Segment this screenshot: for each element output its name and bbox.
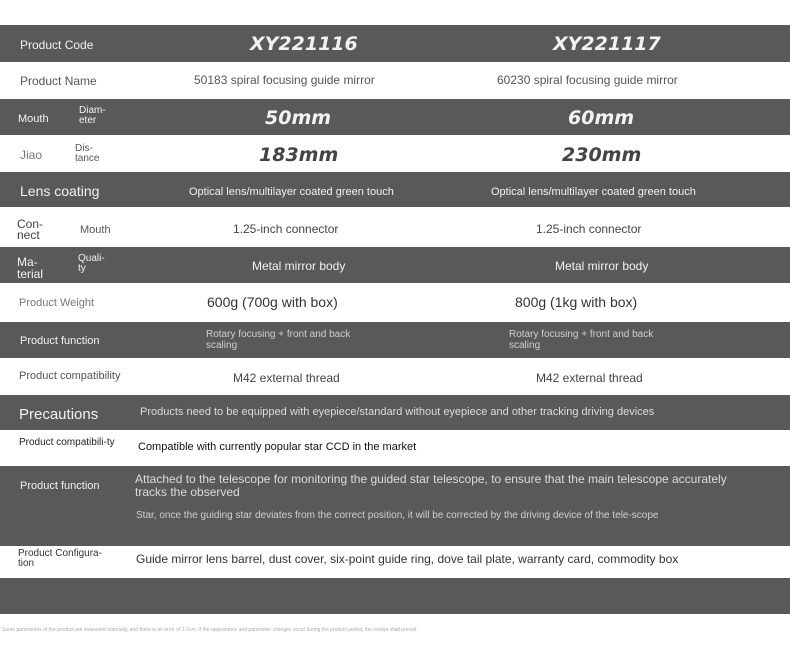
- bottom-band: [0, 578, 790, 614]
- notes-compatibility-text: Compatible with currently popular star CCD in the market: [138, 441, 417, 453]
- precautions-text: Products need to be equipped with eyepiece/standard without eyepiece and other tracking driving devices: [140, 406, 655, 418]
- distance-b: 230mm: [562, 144, 642, 166]
- row-focal-distance: [0, 135, 790, 172]
- row-notes-function: [0, 466, 790, 546]
- row-product-name: [0, 62, 790, 99]
- product-compatibility-a: M42 external thread: [233, 371, 340, 385]
- connect-label: Con-nect: [17, 217, 44, 242]
- connector-a: 1.25-inch connector: [233, 222, 339, 236]
- distance-sublabel: Dis-tance: [75, 143, 100, 164]
- connector-b: 1.25-inch connector: [536, 222, 642, 236]
- precautions-label: Precautions: [19, 406, 99, 423]
- material-label: Ma-terial: [17, 255, 44, 281]
- material-a: Metal mirror body: [252, 259, 346, 273]
- row-product-configuration: [0, 546, 790, 578]
- row-connector: [0, 207, 790, 247]
- product-name-b: 60230 spiral focusing guide mirror: [497, 73, 678, 87]
- product-function-label: Product function: [20, 335, 100, 347]
- diameter-a: 50mm: [265, 107, 332, 129]
- notes-function-text-2: Star, once the guiding star deviates from the correct position, it will be corrected by the driving device of the tele-scope: [136, 510, 659, 521]
- mouth-label: Mouth: [18, 113, 49, 125]
- product-compatibility-b: M42 external thread: [536, 371, 643, 385]
- connect-sublabel: Mouth: [80, 224, 111, 236]
- product-code-b: XY221117: [553, 33, 661, 55]
- footer-disclaimer: Some parameters of the product are measured manually, and there is an error of 1-2cm. If the appearance and parameter changes occur during the product period, the receipt shall prevail.: [2, 627, 418, 633]
- product-name-label: Product Name: [20, 74, 97, 88]
- row-product-function: [0, 322, 790, 358]
- diameter-sublabel: Diam-eter: [79, 105, 106, 126]
- row-mouth-diameter: [0, 99, 790, 135]
- lens-coating-b: Optical lens/multilayer coated green touch: [491, 186, 696, 198]
- product-configuration-label: Product Configura-tion: [18, 548, 102, 569]
- row-product-weight: [0, 283, 790, 322]
- distance-a: 183mm: [259, 144, 339, 166]
- material-b: Metal mirror body: [555, 259, 649, 273]
- product-weight-b: 800g (1kg with box): [515, 294, 638, 310]
- row-product-code: [0, 25, 790, 62]
- notes-function-text-1: Attached to the telescope for monitoring the guided star telescope, to ensure that the main telescope accurately tracks the observed: [135, 472, 727, 499]
- lens-coating-label: Lens coating: [20, 183, 100, 199]
- quality-sublabel: Quali-ty: [78, 253, 105, 274]
- notes-compatibility-label: Product compatibili-ty: [19, 437, 115, 448]
- product-compatibility-label: Product compatibility: [19, 370, 121, 382]
- jiao-label: Jiao: [20, 148, 43, 162]
- product-function-b: Rotary focusing + front and back scaling: [509, 329, 654, 351]
- row-lens-coating: [0, 172, 790, 207]
- product-code-a: XY221116: [250, 33, 358, 55]
- product-weight-label: Product Weight: [19, 297, 95, 309]
- diameter-b: 60mm: [568, 107, 635, 129]
- product-configuration-text: Guide mirror lens barrel, dust cover, six-point guide ring, dove tail plate, warranty card, commodity box: [136, 552, 679, 566]
- lens-coating-a: Optical lens/multilayer coated green touch: [189, 186, 394, 198]
- row-material: [0, 247, 790, 283]
- product-weight-a: 600g (700g with box): [207, 294, 338, 310]
- row-notes-compatibility: [0, 430, 790, 466]
- notes-function-label: Product function: [20, 480, 100, 492]
- row-precautions: [0, 395, 790, 430]
- row-product-compatibility: [0, 358, 790, 395]
- product-code-label: Product Code: [20, 38, 94, 52]
- product-function-a: Rotary focusing + front and back scaling: [206, 329, 351, 351]
- product-name-a: 50183 spiral focusing guide mirror: [194, 73, 375, 87]
